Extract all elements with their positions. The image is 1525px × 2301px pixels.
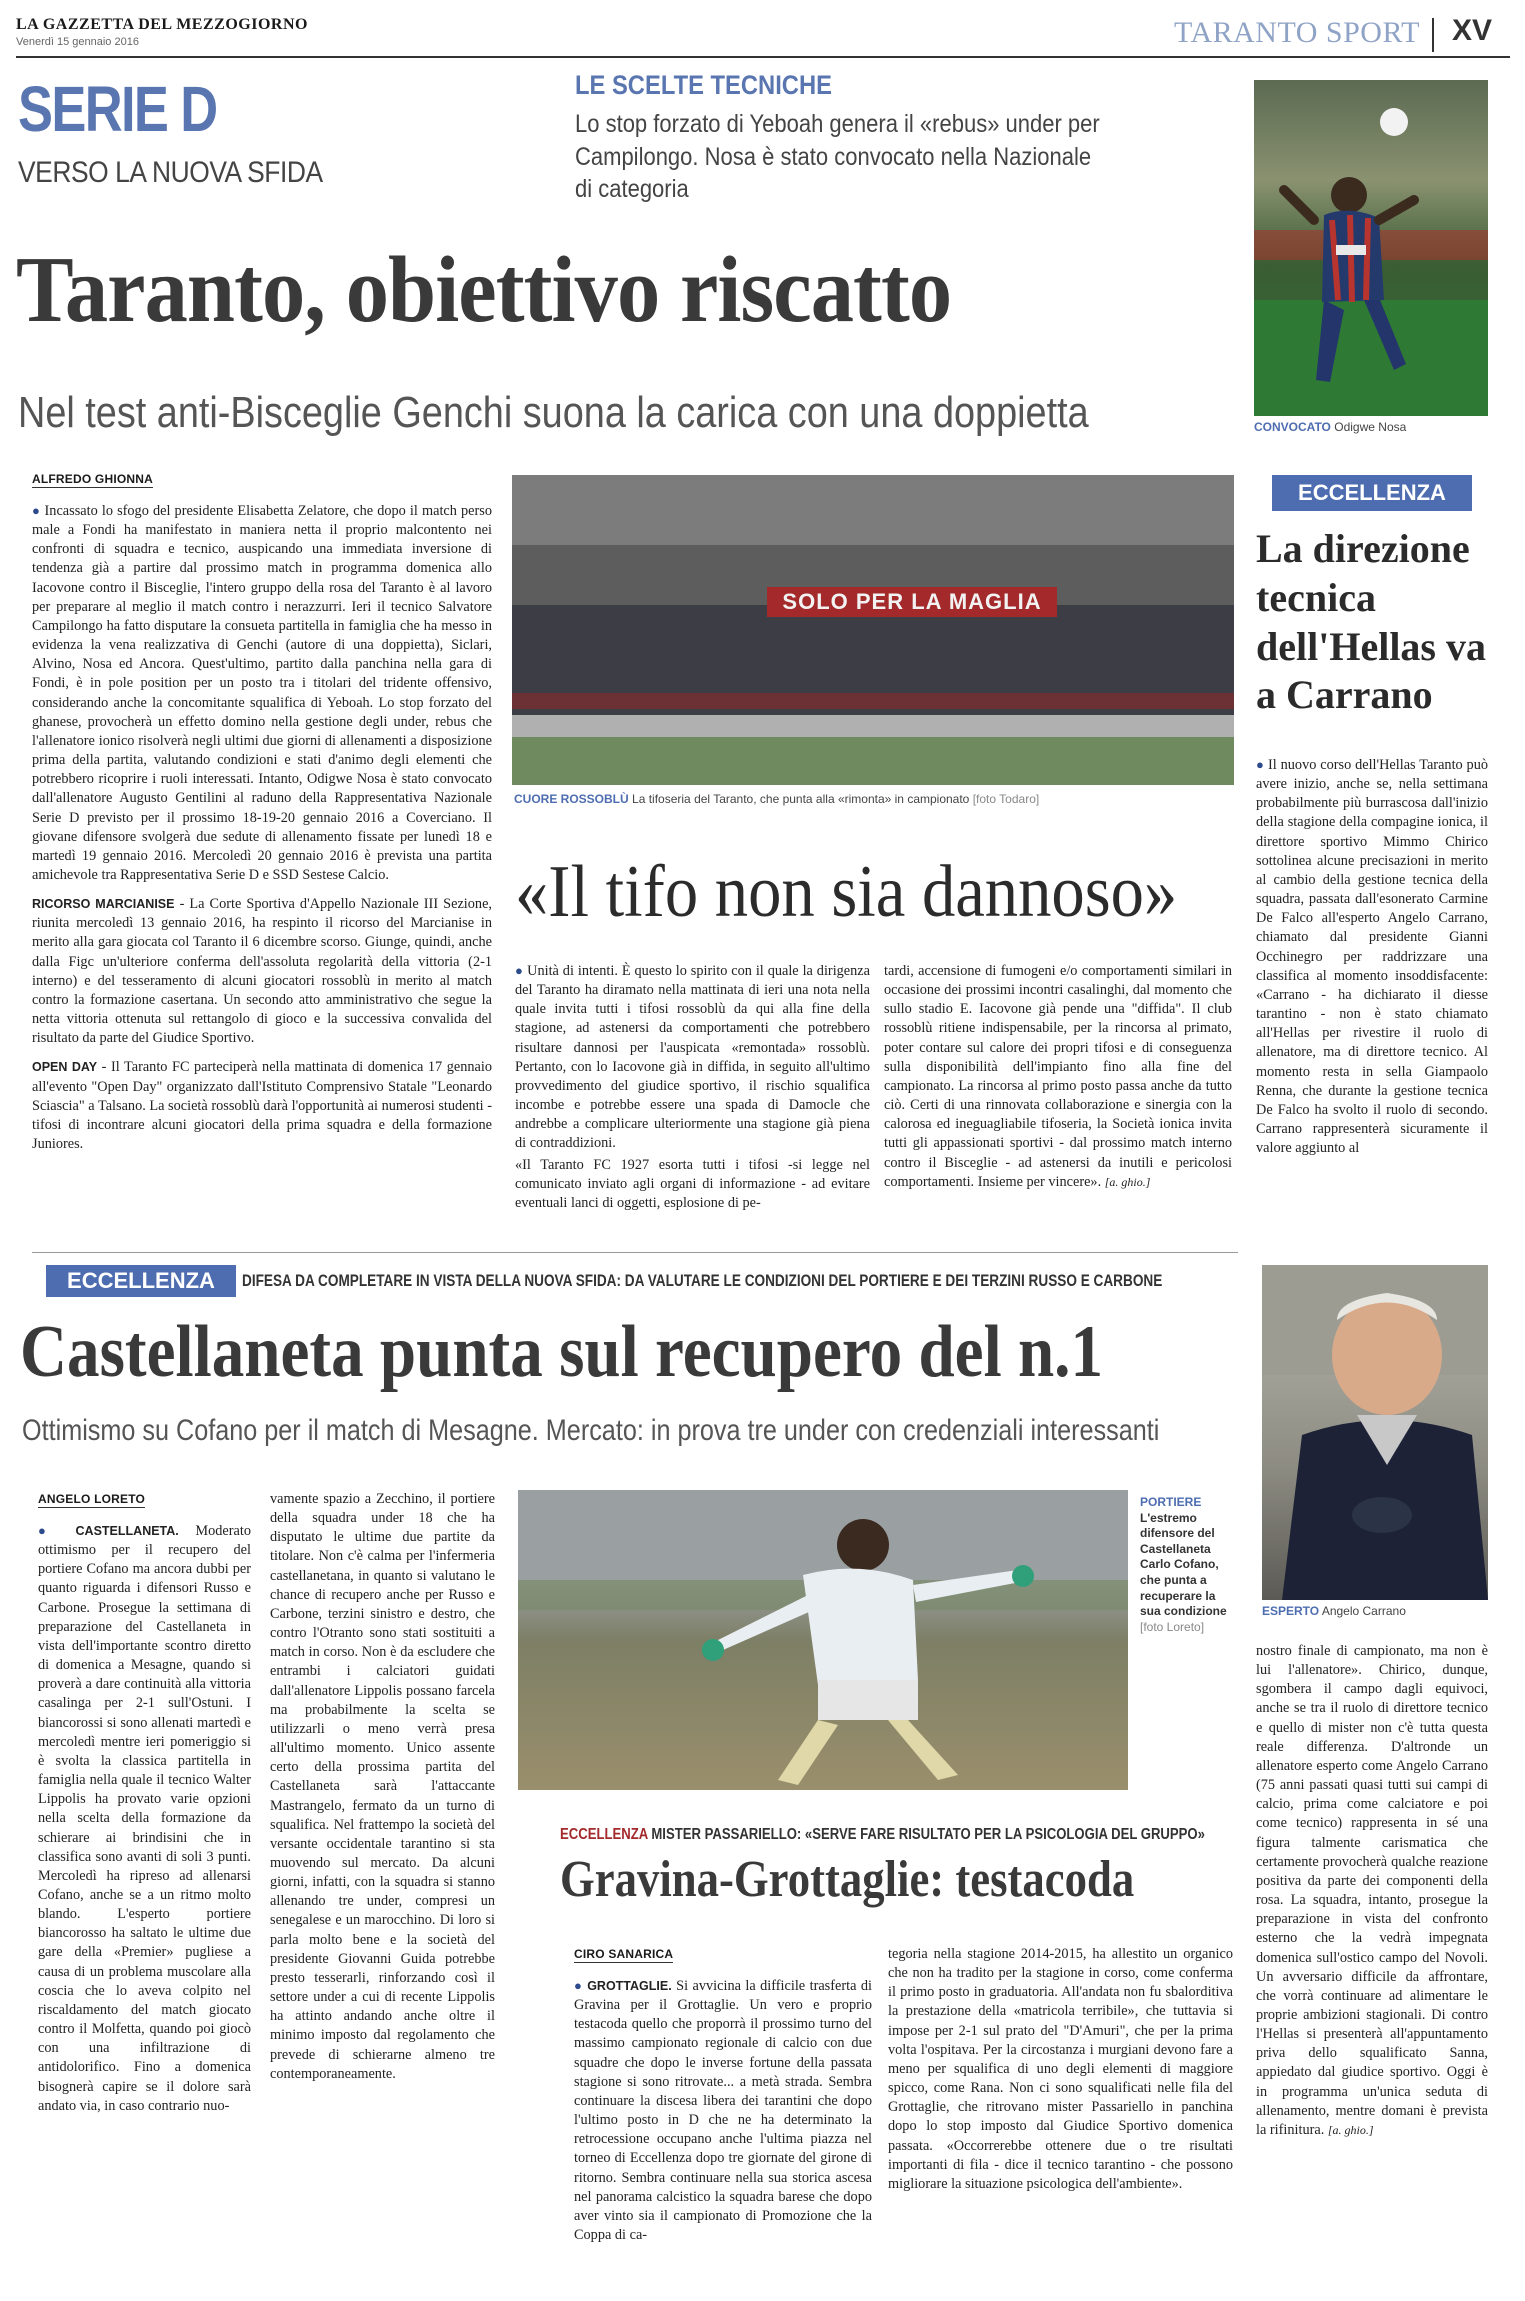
section-separator [32,1252,1238,1253]
serie-d-subkicker: VERSO LA NUOVA SFIDA [18,156,323,189]
issue-date: Venerdì 15 gennaio 2016 [16,36,139,48]
fans-headline: «Il tifo non sia dannoso» [515,851,1178,933]
gravina-tag: ECCELLENZA [560,1826,648,1843]
openday-paragraph [32,1058,492,1154]
goalkeeper-illustration [518,1490,1128,1790]
nosa-caption [1254,420,1494,434]
gravina-dateline: GROTTAGLIE. [587,1979,672,1993]
lead-body [32,502,492,885]
lead-byline: ALFREDO GHIONNA [32,472,153,486]
serie-d-kicker: SERIE D [18,73,217,145]
nosa-caption-label: CONVOCATO [1254,420,1331,434]
masthead [16,14,1510,58]
stadium-illustration [512,475,1234,785]
castellaneta-kicker: DIFESA DA COMPLETARE IN VISTA DELLA NUOVA SFIDA: DA VALUTARE LE CONDIZIONI DEL PORTIERE E DEI TERZINI RUSSO E CARBONE [242,1271,1163,1290]
gravina-headline: Gravina-Grottaglie: testacoda [560,1851,1135,1908]
openday-label: OPEN DAY [32,1060,98,1075]
stadium-banner: SOLO PER LA MAGLIA [782,589,1042,614]
gravina-kicker-line [560,1826,1205,1844]
ricorso-label: RICORSO MARCIANISE [32,897,175,912]
stadium-caption-label: CUORE ROSSOBLÙ [514,792,629,806]
fans-column-1 [515,962,870,1217]
gravina-col2-text: tegoria nella stagione 2014-2015, ha allestito un organico che non ha tradito per la stagione in corso, come conferma il primo posto in graduatoria. All'andata non fu sbalorditiva la prestazione della «matricola terribile», che tuttavia si impose per 2-1 sul prato del "D'Amuri", che per la prima volta l'ospitava. Per la circostanza i murgiani devono fare a meno per squalifica di uno degli elementi di maggiore spicco, come Rana. Non ci sono squalificati nelle fila del Grottaglie, che ritrovano mister Passariello in panchina dopo lo stop imposto dal Giudice Sportivo domenica passata. «Occorrerebbe ottenere due o tre risultati importanti di fila - dice il tecnico tarantino - che possono migliorare la situazione psicologica dell'ambiente». [888,1946,1233,2192]
stadium-caption-text: La tifoseria del Taranto, che punta alla «rimonta» in campionato [632,792,970,806]
player-photo-nosa [1254,80,1488,416]
openday-text: - Il Taranto FC parteciperà nella mattinata di domenica 17 gennaio all'evento "Open Day" organizzato dall'Istituto Comprensivo Statale "Leonardo Sciascia" a Talsano. La società rossoblù darà l'opportunità ai numerosi studenti - tifosi di incontrare alcuni giocatori della prima squadra e della formazione Juniores. [32,1059,492,1152]
bullet-icon: ● [574,1978,583,1993]
carrano-photo [1262,1265,1488,1600]
hellas-body-2 [1256,1642,1488,2140]
fans-col1-text: Unità di intenti. È questo lo spirito con il quale la dirigenza del Taranto ha diramato nella mattinata di ieri una nota nella quale invita tutti i tifosi rossoblù da qui alla fine della stagione, ad astenersi da comportamenti che potrebbero risultare dannosi per l'auspicata «remontada» rossoblù. Pertanto, con lo Iacovone già in diffida, in seguito all'ultimo provvedimento del giudice sportivo, il rischio squalifica incombe e potrebbe essere una spada di Damocle che andrebbe a complicare ulteriormente una stagione già piena di contraddizioni. [515,963,870,1152]
carrano-caption [1262,1604,1488,1618]
gravina-column-2 [888,1945,1233,2194]
castellaneta-dateline: CASTELLANETA. [75,1524,179,1538]
hellas-body1-text: Il nuovo corso dell'Hellas Taranto può avere inizio, anche se, nella settimana probabilmente più burrascosa dall'inizio della stagione della compagine ionica, il direttore sportivo Mimmo Chirico sottolinea alcune precisazioni in merito al cambio della gestione tecnica della squadra, passata dall'esonerato Carmine De Falco all'esperto Angelo Carrano, chiamato dal presidente Gianni Occhinegro per raddrizzare una classifica al momento insoddisfacente: «Carrano - ha dichiarato il diesse tarantino - non è stato chiamato all'Hellas per rivestire il ruolo di allenatore, ma di direttore tecnico. Al momento resta in sella Giampaolo Renna, che durante la gestione tecnica De Falco ha svolto il ruolo di secondo. Carrano rappresenterà sicuramente il valore aggiunto al [1256,757,1488,1157]
stadium-caption [514,792,1234,806]
castellaneta-column-2 [270,1490,495,2084]
goalkeeper-caption-label: PORTIERE [1140,1495,1202,1509]
bullet-icon: ● [1256,757,1265,772]
lead-subheadline: Nel test anti-Bisceglie Genchi suona la carica con una doppietta [18,388,1089,437]
castellaneta-byline: ANGELO LORETO [38,1492,146,1506]
fans-col1b-text: «Il Taranto FC 1927 esorta tutti i tifosi -si legge nel comunicato inviato agli organi di informazione - ad evitare eventuali lanci di oggetti, esplosione di pe- [515,1156,870,1211]
goalkeeper-credit: [foto Loreto] [1140,1619,1205,1634]
gravina-column-1 [574,1945,872,2245]
sidebar-text: Lo stop forzato di Yeboah genera il «rebus» under per Campilongo. Nosa è stato convocato nella Nazionale di categoria [575,110,1100,203]
castellaneta-headline: Castellaneta punta sul recupero del n.1 [20,1311,1104,1393]
goalkeeper-photo [518,1490,1128,1790]
fans-sign: [a. ghio.] [1104,1174,1151,1189]
fans-col2-text: tardi, accensione di fumogeni e/o comportamenti similari in occasione dei prossimi incontri casalinghi, dal momento che sullo stadio E. Iacovone già pende una "diffida". Il club rossoblù ritiene indispensabile, per la rincorsa al primato, poter contare sul calore dei propri tifosi e di conseguenza sulla disponibilità dell'impianto fino alla fine del campionato. La rincorsa al primo posto passa anche da tutto ciò. Certi di una rinnovata collaborazione e sinergia con la calorosa ed ineguagliabile tifoseria, la Società ionica invita tutti gli appassionati sportivi - dal prossimo match interno contro il Bisceglie - ad astenersi da inutili e pericolosi comportamenti. Insieme per vincere». [884,963,1232,1190]
fans-column-2 [884,962,1232,1192]
hellas-headline: La direzione tecnica dell'Hellas va a Carrano [1256,526,1486,718]
page-number: XV [1451,14,1492,47]
ricorso-paragraph [32,895,492,1048]
lead-headline: Taranto, obiettivo riscatto [16,238,952,342]
bullet-icon: ● [32,503,41,518]
gravina-col1 [574,1977,872,2245]
section-title: TARANTO SPORT [1174,16,1420,49]
castellaneta-subheadline: Ottimismo su Cofano per il match di Mesagne. Mercato: in prova tre under con credenziali interessanti [22,1414,1160,1447]
carrano-caption-label: ESPERTO [1262,1604,1320,1618]
lead-body-column [32,470,492,1154]
player-illustration [1254,80,1488,416]
ricorso-text: - La Corte Sportiva d'Appello Nazionale III Sezione, riunita mercoledì 13 gennaio 2016, ha respinto il ricorso del Marcianise in merito alla gara giocata col Taranto il 6 dicembre scorso. Giunge, quindi, anche dalla Figc un'ulteriore conferma dell'assoluta regolarità della vittoria (2-1 interno) e del tesseramento di alcuni giocatori rossoblù in merito al match contro la formazione casertana. Un secondo atto amministrativo che segue la netta vittoria ottenuta sul rettangolo di gioco e la successiva convalida del risultato da parte del Giudice Sportivo. [32,896,492,1047]
stadium-photo [512,475,1234,785]
castellaneta-header [46,1265,1236,1301]
stadium-credit: [foto Todaro] [972,792,1040,806]
castellaneta-col1-text: Moderato ottimismo per il recupero del portiere Cofano ma ancora dubbi per quanto riguarda i difensori Russo e Carbone. Prosegue la settimana di preparazione del Castellaneta in vista dell'importante scontro diretto di domenica a Mesagne, quando si proverà a dare continuità alla vittoria casalinga per 2-1 sull'Ostuni. I biancorossi si sono allenati martedì e mercoledì mentre ieri pomeriggio si è svolta la classica partitella in famiglia nella quale il tecnico Walter Lippolis ha provato varie opzioni nella scelta della formazione da schierare ai brindisini che in classifica sono avanti di soli 3 punti. Mercoledì ha ripreso ad allenarsi Cofano, anche se a un ritmo molto blando. L'esperto portiere biancorosso ha saltato le ultime due gare della «Premier» pugliese a causa di un problema muscolare alla coscia che lo aveva colpito nel riscaldamento del match giocato contro il Molfetta, quando poi giocò con una infiltrazione di antidolorifico. Fino a domenica bisognerà capire se il dolore sarà andato via, in caso contrario nuo- [38,1523,251,2114]
bullet-icon: ● [38,1523,59,1538]
gravina-col1-text: Si avvicina la difficile trasferta di Gravina per il Grottaglie. Un vero e proprio testacoda quello che proporrà il prossimo turno del massimo campionato regionale di calcio con due squadre che dopo le inverse fortune della passata stagione si sono ritrovate... a metà strada. Sembra continuare la discesa libera dei tarantini che dopo l'ultimo posto in D che ne ha determinato la retrocessione occupano anche l'ultima piazza nel torneo di Eccellenza dopo tre giornate del girone di ritorno. Sembra continuare nella sua storica ascesa nel panorama calcistico la squadra barese che dopo aver vinto sia il campionato di Promozione che la Coppa di ca- [574,1978,872,2244]
carrano-caption-text: Angelo Carrano [1321,1604,1406,1618]
nosa-caption-text: Odigwe Nosa [1334,420,1407,434]
hellas-body-1 [1256,756,1488,1158]
gravina-kicker: MISTER PASSARIELLO: «SERVE FARE RISULTATO PER LA PSICOLOGIA DEL GRUPPO» [651,1826,1205,1843]
hellas-body2-text: nostro finale di campionato, ma non è lui l'allenatore». Chirico, dunque, sgombera il campo dagli equivoci, anche se tra il ruolo di direttore tecnico e quello di mister non c'è tutta questa reale differenza. D'altronde un allenatore esperto come Angelo Carrano (75 anni passati quasi tutti sui campi di calcio, prima come calciatore e poi come tecnico) rappresenta in sé una figura talmente carismatica che certamente provocherà qualche reazione positiva da parte dei componenti della rosa. La squadra, intanto, prosegue la preparazione in vista del confronto esterno che la vedrà impegnata domenica sull'ostico campo del Novoli. Un avversario difficile da affrontare, che vorrà continuare ad alimentare le proprie ambizioni stagionali. Di contro l'Hellas si presenterà all'appuntamento priva dello squalificato Sanna, appiedato dal giudice sportivo. Oggi è in programma un'unica seduta di allenamento, mentre domani è prevista la rifinitura. [1256,1643,1488,2138]
carrano-illustration [1262,1265,1488,1600]
section-divider [1432,18,1434,52]
goalkeeper-caption [1140,1495,1232,1635]
bullet-icon: ● [515,963,524,978]
castellaneta-tag: ECCELLENZA [46,1265,236,1297]
gravina-byline: CIRO SANARICA [574,1947,674,1961]
castellaneta-column-1 [38,1490,251,2116]
paper-name: LA GAZZETTA DEL MEZZOGIORNO [16,16,308,33]
sidebar-title: LE SCELTE TECNICHE [575,70,832,100]
castellaneta-col1 [38,1522,251,2116]
castellaneta-col2-text: vamente spazio a Zecchino, il portiere della squadra under 18 che ha disputato le ultime due partite da titolare. Non c'è calma per l'infermeria castellanetana, in quanto si valutano le chance di recupero anche per Russo e Carbone, terzini sinistro e destro, che contro l'Otranto sono stati sostituiti a match in corso. Non è da escludere che entrambi i calciatori guidati dall'allenatore Lippolis possano farcela ma probabilmente la scelta se utilizzarli o meno verrà presa all'ultimo momento. Unico assente certo della prossima partita del Castellaneta sarà l'attaccante Mastrangelo, fermato da un turno di squalifica. Nel frattempo la società del versante occidentale tarantino si sta muovendo sul mercato. Da alcuni giorni, infatti, con la squadra si stanno allenando tre under, compresi un senegalese e un marocchino. Di loro si parla molto bene e la società del presidente Giovanni Guida potrebbe presto tesserarli, rinforzando così il settore under a cui di recente Lippolis ha attinto andando anche oltre il minimo imposto dal regolamento che prevede di schierarne almeno tre contemporaneamente. [270,1491,495,2082]
goalkeeper-caption-text: L'estremo difensore del Castellaneta Carlo Cofano, che punta a recuperare la sua condizione [1140,1510,1227,1619]
hellas-tag: ECCELLENZA [1272,475,1472,511]
lead-body-text: Incassato lo sfogo del presidente Elisabetta Zelatore, che dopo il match perso male a Fondi ha manifestato in maniera netta il proprio malcontento nei confronti di squadra e tecnico, auspicando una immediata inversione di tendenza già a partire dal prossimo match in programma domenica allo Iacovone contro il Bisceglie, l'intero gruppo della rosa del Taranto è al lavoro per preparare al meglio il match contro i nerazzurri. Ieri il tecnico Salvatore Campilongo ha fatto disputare la consueta partitella in famiglia che ha messo in evidenza la vena realizzativa di Genchi (autore di una doppietta), Siclari, Alvino, Nosa ed Ancora. Quest'ultimo, partito dalla panchina nella gara di Fondi, è in pole position per un posto tra i titolari del tridente offensivo, considerando anche la concomitante squalifica di Yeboah. Lo stop forzato del ghanese, provocherà un effetto domino nella gestione degli under, rebus che l'allenatore ionico risolverà negli ultimi due giorni di allenamenti a disposizione prima della partita, valutando condizioni e stati d'animo degli elementi che potrebbero ricoprire i ruoli interessati. Intanto, Odigwe Nosa è stato convocato dall'allenatore Augusto Gentilini al raduno della Rappresentativa Nazionale Serie D previsto per il prossimo 18-19-20 gennaio 2016 a Coverciano. Il giovane difensore svolgerà due sedute di allenamento fissate per lunedì 18 e martedì 19 gennaio 2016. Mercoledì 20 gennaio 2016 è prevista una partita amichevole tra Rappresentativa Serie D e SSD Sestese Calcio. [32,503,492,883]
hellas-sign: [a. ghio.] [1327,2122,1374,2137]
